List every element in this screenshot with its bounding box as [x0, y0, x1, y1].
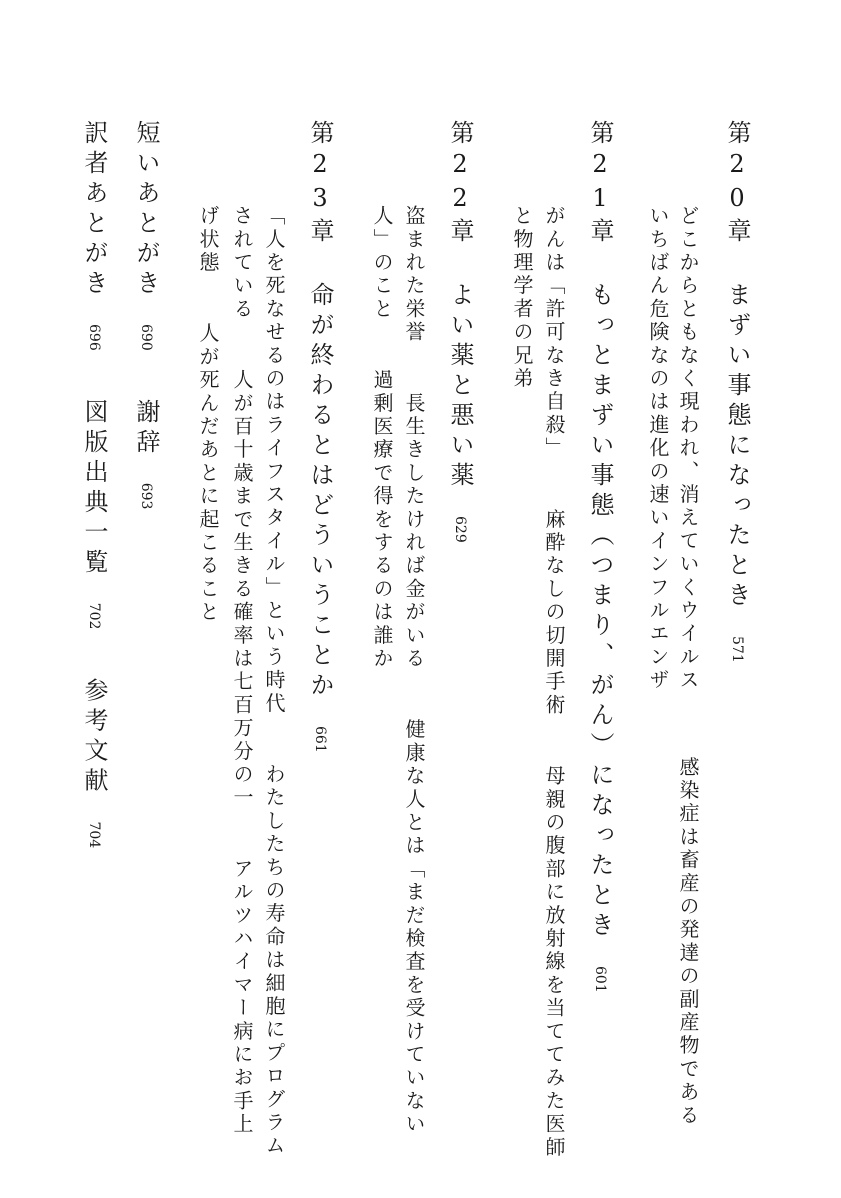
references-page: 704: [86, 821, 102, 849]
ch21-title: もっとまずい事態（つまり、がん）になったとき: [586, 282, 614, 942]
ch22-page: 629: [452, 516, 468, 543]
ch20-page: 571: [729, 636, 745, 663]
ch21-subtopic-3: 母親の腹部に放射線を当ててみた医師: [542, 765, 566, 1160]
ch20-sub-line-1: [678, 205, 698, 1127]
ch23-subtopic-2: わたしたちの寿命は細胞にプログラム: [262, 763, 286, 1158]
ch22-subtopic-3: 健康な人とは「まだ検査を受けていない: [402, 718, 426, 1137]
ch23-subtopic-5: アルツハイマー病にお手上: [230, 857, 254, 1137]
ch20-subtopic-1: どこからともなく現われ、消えていくウイルス: [676, 205, 700, 693]
ch23-subtopic-3: されている: [230, 205, 254, 321]
ch21-heading: [588, 120, 612, 993]
ch22-subtopic-5: 過剰医療で得をするのは誰か: [370, 369, 394, 671]
ch21-sub-line-2: [512, 205, 532, 391]
acknowledgments-page: 693: [138, 482, 154, 510]
ch22-sub-line-1: [404, 205, 424, 1136]
backmatter-column-1: [134, 120, 158, 509]
ch23-sub-line-3: [198, 205, 218, 624]
ch20-subtopic-2: いちばん危険なのは進化の速いインフルエンザ: [646, 205, 670, 693]
ch22-heading: [448, 120, 472, 543]
ch20-title: まずい事態になったとき: [723, 282, 751, 612]
ch21-number: 第21章: [586, 120, 614, 248]
ch20-heading: [725, 120, 749, 663]
ch21-subtopic-1: がんは「許可なき自殺」: [542, 205, 566, 461]
ch20-sub-line-2: [648, 205, 668, 692]
ch22-number: 第22章: [446, 120, 474, 248]
ch23-sub-line-2: [232, 205, 252, 1136]
ch22-subtopic-1: 盗まれた栄誉: [402, 205, 426, 345]
ch21-page: 601: [592, 966, 608, 993]
afterword-title: 短いあとがき: [132, 120, 160, 300]
ch22-subtopic-4: 人」のこと: [370, 205, 394, 321]
ch21-sub-line-1: [544, 205, 564, 1159]
ch23-subtopic-7: 人が死んだあとに起こること: [196, 322, 220, 625]
ch20-number: 第20章: [723, 120, 751, 248]
ch22-title: よい薬と悪い薬: [446, 282, 474, 492]
ch23-sub-line-1: [264, 205, 284, 1158]
ch23-subtopic-6: げ状態: [196, 205, 220, 275]
ch23-subtopic-1: 「人を死なせるのはライフスタイル」という時代: [262, 205, 286, 716]
translator-afterword-title: 訳者あとがき: [80, 120, 108, 300]
ch23-subtopic-4: 人が百十歳まで生きる確率は七百万分の一: [230, 369, 254, 810]
figure-credits-page: 702: [86, 602, 102, 630]
ch22-subtopic-2: 長生きしたければ金がいる: [402, 392, 426, 671]
ch20-subtopic-3: 感染症は畜産の発達の副産物である: [676, 756, 700, 1128]
acknowledgments-title: 謝辞: [132, 398, 160, 459]
ch21-subtopic-2: 麻酔なしの切開手術: [542, 508, 566, 718]
references-title: 参考文献: [80, 677, 108, 798]
ch23-title: 命が終わるとはどういうことか: [306, 282, 334, 702]
afterword-page: 690: [138, 324, 154, 351]
ch21-subtopic-4: と物理学者の兄弟: [510, 205, 534, 391]
backmatter-column-2: [82, 120, 106, 848]
ch22-sub-line-2: [372, 205, 392, 671]
ch23-page: 661: [312, 726, 328, 753]
ch23-number: 第23章: [306, 120, 334, 248]
ch23-heading: [308, 120, 332, 753]
translator-afterword-page: 696: [86, 324, 102, 351]
figure-credits-title: 図版出典一覧: [80, 398, 108, 579]
